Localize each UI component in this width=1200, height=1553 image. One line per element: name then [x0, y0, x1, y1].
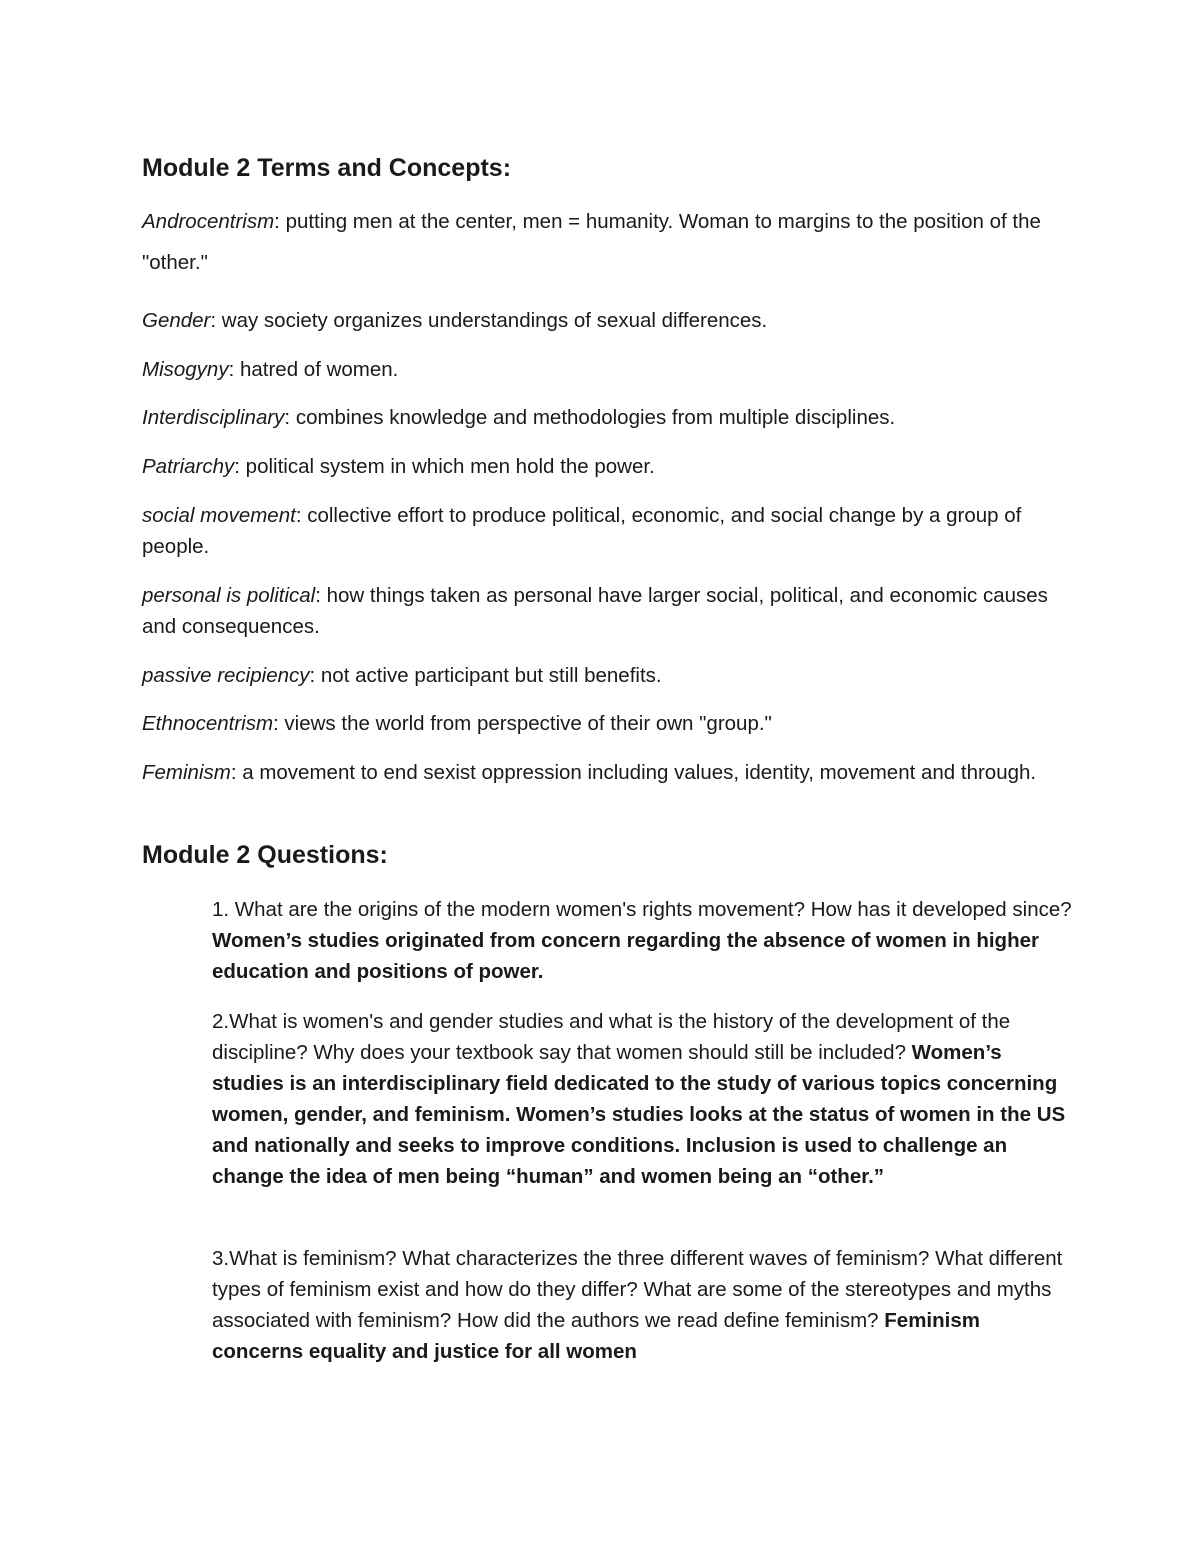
term-definition: : collective effort to produce political, economic, and social change by a group of people. — [142, 504, 1022, 558]
term-name: Androcentrism — [142, 210, 275, 233]
question-text: 3.What is feminism? What characterizes the three different waves of feminism? What different types of feminism exist and how do they differ? What are some of the stereotypes and myths associated with feminism? How did the authors we read define feminism? — [212, 1247, 1063, 1332]
term-definition: : how things taken as personal have larger social, political, and economic causes and consequences. — [142, 584, 1048, 638]
term-definition: : putting men at the center, men = humanity. Woman to margins to the position of the "other." — [142, 210, 1041, 274]
term-name: Feminism — [142, 761, 231, 784]
term-definition: : combines knowledge and methodologies from multiple disciplines. — [284, 406, 896, 429]
term-definition: : views the world from perspective of their own "group." — [273, 712, 772, 735]
answer-text: Women’s studies originated from concern regarding the absence of women in higher education and positions of power. — [212, 929, 1039, 983]
term-item — [142, 757, 1072, 788]
term-name: Misogyny — [142, 358, 229, 381]
question-item — [212, 894, 1072, 987]
term-item — [142, 201, 1072, 283]
term-item — [142, 660, 1072, 691]
term-item — [142, 708, 1072, 739]
term-definition: : way society organizes understandings of sexual differences. — [210, 309, 768, 332]
term-item — [142, 305, 1072, 336]
terms-heading: Module 2 Terms and Concepts: — [142, 154, 512, 182]
term-name: Interdisciplinary — [142, 406, 285, 429]
term-item — [142, 451, 1072, 482]
questions-heading: Module 2 Questions: — [142, 841, 388, 869]
question-text: 2.What is women's and gender studies and what is the history of the development of the discipline? Why does your textbook say that women should still be included? — [212, 1010, 1011, 1064]
term-definition: : political system in which men hold the power. — [234, 455, 655, 478]
term-item — [142, 580, 1072, 642]
answer-text: Feminism concerns equality and justice for all women — [212, 1309, 980, 1363]
term-definition: : hatred of women. — [228, 358, 399, 381]
term-item — [142, 402, 1072, 433]
term-name: passive recipiency — [142, 664, 310, 687]
answer-text: Women’s studies is an interdisciplinary field dedicated to the study of various topics concerning women, gender, and feminism. Women’s studies looks at the status of women in the US and nationally and seeks to improve conditions. Inclusion is used to challenge an change the idea of men being “human” and women being an “other.” — [212, 1041, 1066, 1188]
term-definition: : not active participant but still benefits. — [309, 664, 662, 687]
term-name: personal is political — [142, 584, 316, 607]
term-name: Patriarchy — [142, 455, 235, 478]
question-item — [212, 1006, 1072, 1192]
term-name: social movement — [142, 504, 296, 527]
term-item — [142, 500, 1072, 562]
term-name: Ethnocentrism — [142, 712, 274, 735]
term-name: Gender — [142, 309, 211, 332]
term-item — [142, 354, 1072, 385]
question-item — [212, 1243, 1072, 1367]
term-definition: : a movement to end sexist oppression including values, identity, movement and through. — [230, 761, 1037, 784]
question-text: 1. What are the origins of the modern women's rights movement? How has it developed since? — [212, 898, 1072, 921]
